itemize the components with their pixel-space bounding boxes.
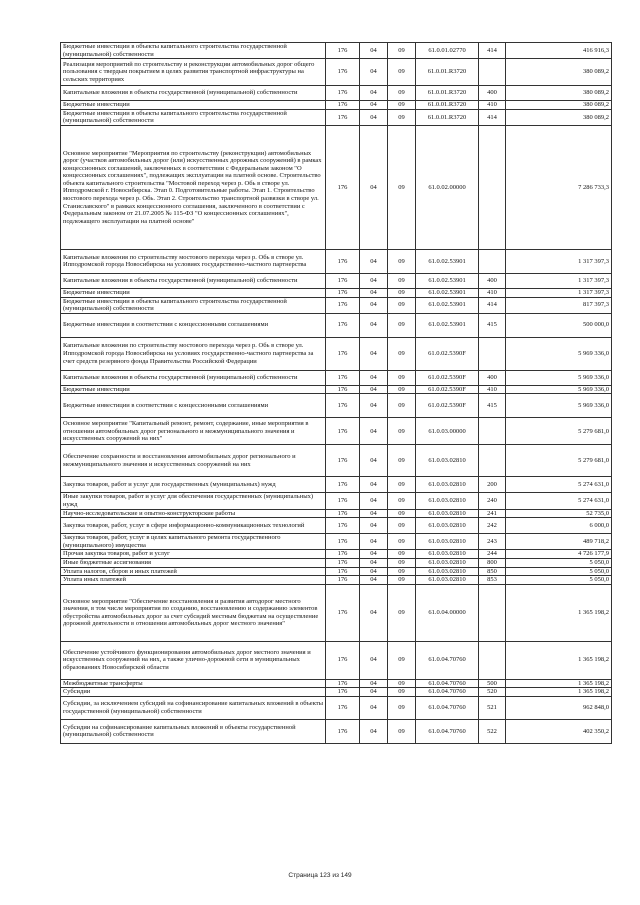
cell-subsection: 09: [388, 719, 416, 743]
cell-subsection: 09: [388, 445, 416, 477]
cell-subsection: 09: [388, 567, 416, 576]
cell-expense-type: 414: [479, 109, 506, 125]
cell-amount: 817 397,3: [506, 297, 612, 313]
cell-amount: 380 089,2: [506, 109, 612, 125]
cell-section: 04: [360, 385, 388, 394]
cell-subsection: 09: [388, 370, 416, 385]
table-row: [61, 385, 612, 394]
cell-target-article: 61.0.02.53901: [416, 313, 479, 337]
table-row: [61, 337, 612, 370]
cell-ministry-code: 176: [326, 688, 360, 697]
cell-name: Межбюджетные трансферты: [61, 679, 326, 688]
cell-subsection: 09: [388, 696, 416, 719]
cell-amount: 1 365 198,2: [506, 641, 612, 679]
cell-amount: 1 317 397,3: [506, 288, 612, 297]
cell-section: 04: [360, 641, 388, 679]
cell-ministry-code: 176: [326, 679, 360, 688]
cell-ministry-code: 176: [326, 550, 360, 559]
cell-subsection: 09: [388, 288, 416, 297]
cell-name: Прочая закупка товаров, работ и услуг: [61, 550, 326, 559]
cell-amount: 5 274 631,0: [506, 493, 612, 509]
table-row: [61, 696, 612, 719]
cell-name: Обеспечение устойчивого функционирования автомобильных дорог местного значения и искусственных сооружений на них, а также улично-дорожной сети в муниципальных образованиях Новосибирской области: [61, 641, 326, 679]
cell-name: Иные закупки товаров, работ и услуг для обеспечения государственных (муниципальных) нужд: [61, 493, 326, 509]
cell-target-article: 61.0.01.02770: [416, 43, 479, 59]
table-row: [61, 719, 612, 743]
cell-section: 04: [360, 558, 388, 567]
table-row: [61, 550, 612, 559]
cell-name: Иные бюджетные ассигнования: [61, 558, 326, 567]
cell-expense-type: 200: [479, 477, 506, 493]
cell-section: 04: [360, 313, 388, 337]
table-body: [61, 43, 612, 744]
cell-amount: 380 089,2: [506, 86, 612, 101]
cell-expense-type: 242: [479, 518, 506, 534]
cell-subsection: 09: [388, 679, 416, 688]
cell-ministry-code: 176: [326, 43, 360, 59]
cell-subsection: 09: [388, 249, 416, 273]
cell-section: 04: [360, 297, 388, 313]
cell-ministry-code: 176: [326, 534, 360, 550]
cell-name: Обеспечение сохранности и восстановления автомобильных дорог регионального и межмуниципального значения и искусственных сооружений на них: [61, 445, 326, 477]
cell-expense-type: [479, 418, 506, 445]
cell-amount: 500 000,0: [506, 313, 612, 337]
cell-section: 04: [360, 493, 388, 509]
cell-expense-type: 414: [479, 297, 506, 313]
cell-target-article: 61.0.01.R3720: [416, 101, 479, 110]
cell-amount: 489 718,2: [506, 534, 612, 550]
cell-section: 04: [360, 445, 388, 477]
cell-amount: 402 350,2: [506, 719, 612, 743]
cell-section: 04: [360, 249, 388, 273]
cell-target-article: 61.0.04.70760: [416, 688, 479, 697]
cell-amount: 5 969 336,0: [506, 385, 612, 394]
table-row: [61, 493, 612, 509]
cell-section: 04: [360, 584, 388, 641]
cell-ministry-code: 176: [326, 101, 360, 110]
table-row: [61, 688, 612, 697]
cell-expense-type: 400: [479, 273, 506, 288]
cell-ministry-code: 176: [326, 509, 360, 518]
cell-name: Основное мероприятие "Капитальный ремонт, ремонт, содержание, иные мероприятия в отношении автомобильных дорог регионального и межмуниципального значения и искусственных сооружений на них": [61, 418, 326, 445]
cell-target-article: 61.0.03.02810: [416, 477, 479, 493]
cell-expense-type: 414: [479, 43, 506, 59]
cell-section: 04: [360, 43, 388, 59]
cell-target-article: 61.0.04.70760: [416, 679, 479, 688]
cell-section: 04: [360, 509, 388, 518]
cell-amount: 5 969 336,0: [506, 394, 612, 418]
cell-target-article: 61.0.02.00000: [416, 125, 479, 249]
cell-section: 04: [360, 719, 388, 743]
cell-subsection: 09: [388, 337, 416, 370]
cell-expense-type: 500: [479, 679, 506, 688]
cell-amount: 1 365 198,2: [506, 688, 612, 697]
table-row: [61, 288, 612, 297]
cell-section: 04: [360, 370, 388, 385]
cell-expense-type: [479, 445, 506, 477]
cell-ministry-code: 176: [326, 445, 360, 477]
cell-amount: 6 000,0: [506, 518, 612, 534]
cell-expense-type: 410: [479, 101, 506, 110]
cell-ministry-code: 176: [326, 125, 360, 249]
table-row: [61, 59, 612, 86]
cell-section: 04: [360, 394, 388, 418]
table-row: [61, 249, 612, 273]
table-row: [61, 418, 612, 445]
cell-expense-type: [479, 249, 506, 273]
cell-name: Капитальные вложения в объекты государственной (муниципальной) собственности: [61, 273, 326, 288]
cell-name: Капитальные вложения в объекты государственной (муниципальной) собственности: [61, 370, 326, 385]
cell-amount: 380 089,2: [506, 101, 612, 110]
cell-subsection: 09: [388, 86, 416, 101]
cell-amount: 52 735,0: [506, 509, 612, 518]
cell-ministry-code: 176: [326, 696, 360, 719]
cell-ministry-code: 176: [326, 313, 360, 337]
cell-expense-type: 521: [479, 696, 506, 719]
cell-target-article: 61.0.03.02810: [416, 518, 479, 534]
cell-expense-type: [479, 584, 506, 641]
cell-section: 04: [360, 273, 388, 288]
cell-subsection: 09: [388, 273, 416, 288]
cell-target-article: 61.0.03.02810: [416, 558, 479, 567]
cell-amount: 380 089,2: [506, 59, 612, 86]
cell-name: Бюджетные инвестиции: [61, 385, 326, 394]
cell-ministry-code: 176: [326, 641, 360, 679]
cell-expense-type: [479, 641, 506, 679]
cell-name: Уплата иных платежей: [61, 576, 326, 585]
cell-target-article: 61.0.02.53901: [416, 297, 479, 313]
cell-subsection: 09: [388, 297, 416, 313]
cell-target-article: 61.0.04.70760: [416, 696, 479, 719]
table-row: [61, 273, 612, 288]
cell-name: Бюджетные инвестиции: [61, 288, 326, 297]
cell-ministry-code: 176: [326, 86, 360, 101]
cell-target-article: 61.0.02.5390F: [416, 370, 479, 385]
cell-subsection: 09: [388, 509, 416, 518]
cell-target-article: 61.0.03.02810: [416, 445, 479, 477]
cell-amount: 5 279 681,0: [506, 418, 612, 445]
cell-name: Бюджетные инвестиции в объекты капитального строительства государственной (муниципальной) собственности: [61, 43, 326, 59]
cell-section: 04: [360, 86, 388, 101]
table-row: [61, 297, 612, 313]
cell-amount: 5 050,0: [506, 567, 612, 576]
budget-table: [60, 42, 612, 744]
table-row: [61, 394, 612, 418]
cell-expense-type: 243: [479, 534, 506, 550]
cell-name: Бюджетные инвестиции: [61, 101, 326, 110]
cell-section: 04: [360, 534, 388, 550]
cell-subsection: 09: [388, 550, 416, 559]
table-row: [61, 125, 612, 249]
cell-subsection: 09: [388, 641, 416, 679]
cell-name: Капитальные вложения по строительству мостового перехода через р. Обь в створе ул. Ипподромской города Новосибирска на условиях государственно-частного партнерства: [61, 249, 326, 273]
cell-expense-type: [479, 59, 506, 86]
cell-expense-type: [479, 125, 506, 249]
cell-expense-type: 850: [479, 567, 506, 576]
page-footer: Страница 123 из 149: [288, 872, 352, 879]
cell-name: Закупка товаров, работ, услуг в целях капитального ремонта государственного (муниципального) имущества: [61, 534, 326, 550]
table-row: [61, 558, 612, 567]
cell-expense-type: [479, 337, 506, 370]
cell-subsection: 09: [388, 558, 416, 567]
cell-section: 04: [360, 337, 388, 370]
cell-target-article: 61.0.01.R3720: [416, 86, 479, 101]
cell-expense-type: 241: [479, 509, 506, 518]
cell-expense-type: 522: [479, 719, 506, 743]
cell-target-article: 61.0.04.00000: [416, 584, 479, 641]
cell-name: Научно-исследовательские и опытно-конструкторские работы: [61, 509, 326, 518]
cell-ministry-code: 176: [326, 394, 360, 418]
cell-expense-type: 410: [479, 385, 506, 394]
cell-ministry-code: 176: [326, 418, 360, 445]
cell-ministry-code: 176: [326, 370, 360, 385]
cell-target-article: 61.0.03.02810: [416, 550, 479, 559]
cell-target-article: 61.0.02.53901: [416, 288, 479, 297]
cell-name: Субсидии на софинансирование капитальных вложений в объекты государственной (муниципальной) собственности: [61, 719, 326, 743]
cell-name: Субсидии, за исключением субсидий на софинансирование капитальных вложений в объекты государственной (муниципальной) собственности: [61, 696, 326, 719]
cell-name: Реализация мероприятий по строительству и реконструкции автомобильных дорог общего пользования с твердым покрытием в целях развития транспортной инфраструктуры на сельских территориях: [61, 59, 326, 86]
cell-name: Основное мероприятие "Мероприятия по строительству (реконструкции) автомобильных дорог (участков автомобильных дорог (или) искусственных дорожных сооружений) в рамках концессионных соглашений, заключенных в соответствии с Федеральным законом "О концессионных соглашениях", подлежащих эксплуатации на платной основе. Строительство объекта капитального строительства "Мостовой переход через р. Обь в створе ул. Ипподромской г. Новосибирска. Этап 0. Подготовительные работы. Этап 1. Строительство мостового перехода через р. Обь. Этап 2. Строительство транспортной развязки в створе ул. Станиславского" в рамках концессионного соглашения, заключенного в соответствии с Федеральным законом от 21.07.2005 № 115-ФЗ "О концессионных соглашениях", подлежащего эксплуатации на платной основе": [61, 125, 326, 249]
cell-ministry-code: 176: [326, 297, 360, 313]
cell-amount: 5 050,0: [506, 576, 612, 585]
cell-subsection: 09: [388, 688, 416, 697]
cell-subsection: 09: [388, 576, 416, 585]
cell-subsection: 09: [388, 394, 416, 418]
table-row: [61, 641, 612, 679]
cell-ministry-code: 176: [326, 249, 360, 273]
cell-amount: 1 317 397,3: [506, 273, 612, 288]
cell-target-article: 61.0.04.70760: [416, 719, 479, 743]
cell-subsection: 09: [388, 59, 416, 86]
cell-amount: 5 969 336,0: [506, 337, 612, 370]
cell-ministry-code: 176: [326, 477, 360, 493]
cell-target-article: 61.0.03.02810: [416, 567, 479, 576]
cell-section: 04: [360, 418, 388, 445]
cell-subsection: 09: [388, 477, 416, 493]
cell-amount: 1 365 198,2: [506, 584, 612, 641]
cell-target-article: 61.0.04.70760: [416, 641, 479, 679]
cell-name: Закупка товаров, работ и услуг для государственных (муниципальных) нужд: [61, 477, 326, 493]
cell-ministry-code: 176: [326, 558, 360, 567]
cell-section: 04: [360, 550, 388, 559]
cell-target-article: 61.0.02.53901: [416, 249, 479, 273]
table-row: [61, 43, 612, 59]
cell-section: 04: [360, 59, 388, 86]
cell-ministry-code: 176: [326, 493, 360, 509]
cell-target-article: 61.0.03.02810: [416, 576, 479, 585]
table-row: [61, 584, 612, 641]
table-row: [61, 101, 612, 110]
cell-ministry-code: 176: [326, 584, 360, 641]
cell-target-article: 61.0.01.R3720: [416, 109, 479, 125]
cell-subsection: 09: [388, 418, 416, 445]
cell-subsection: 09: [388, 493, 416, 509]
cell-subsection: 09: [388, 125, 416, 249]
cell-expense-type: 410: [479, 288, 506, 297]
table-row: [61, 477, 612, 493]
cell-section: 04: [360, 696, 388, 719]
cell-name: Бюджетные инвестиции в соответствии с концессионными соглашениями: [61, 313, 326, 337]
cell-name: Основное мероприятие "Обеспечение восстановления и развития автодорог местного значения, в том числе мероприятия по созданию, восстановлению и содержанию элементов обустройства автомобильных дорог за счет субсидий местным бюджетам на осуществление дорожной деятельности в отношении автомобильных дорог местного значения": [61, 584, 326, 641]
cell-subsection: 09: [388, 584, 416, 641]
cell-section: 04: [360, 567, 388, 576]
cell-name: Капитальные вложения по строительству мостового перехода через р. Обь в створе ул. Ипподромской города Новосибирска на условиях государственно-частного партнерства за счет средств резервного фонда Правительства Российской Федерации: [61, 337, 326, 370]
cell-subsection: 09: [388, 385, 416, 394]
cell-section: 04: [360, 288, 388, 297]
cell-ministry-code: 176: [326, 288, 360, 297]
cell-name: Субсидии: [61, 688, 326, 697]
cell-expense-type: 400: [479, 86, 506, 101]
cell-amount: 5 279 681,0: [506, 445, 612, 477]
cell-target-article: 61.0.03.00000: [416, 418, 479, 445]
cell-name: Бюджетные инвестиции в объекты капитального строительства государственной (муниципальной) собственности: [61, 297, 326, 313]
cell-name: Бюджетные инвестиции в соответствии с концессионными соглашениями: [61, 394, 326, 418]
table-row: [61, 370, 612, 385]
cell-amount: 7 286 733,3: [506, 125, 612, 249]
cell-expense-type: 400: [479, 370, 506, 385]
cell-target-article: 61.0.03.02810: [416, 534, 479, 550]
cell-ministry-code: 176: [326, 385, 360, 394]
table-row: [61, 109, 612, 125]
cell-section: 04: [360, 101, 388, 110]
cell-target-article: 61.0.02.5390F: [416, 385, 479, 394]
cell-amount: 4 726 177,9: [506, 550, 612, 559]
table-row: [61, 313, 612, 337]
cell-amount: 416 916,3: [506, 43, 612, 59]
cell-expense-type: 853: [479, 576, 506, 585]
cell-target-article: 61.0.02.5390F: [416, 337, 479, 370]
cell-subsection: 09: [388, 43, 416, 59]
cell-target-article: 61.0.01.R3720: [416, 59, 479, 86]
cell-target-article: 61.0.03.02810: [416, 509, 479, 518]
cell-name: Бюджетные инвестиции в объекты капитального строительства государственной (муниципальной) собственности: [61, 109, 326, 125]
cell-subsection: 09: [388, 109, 416, 125]
cell-amount: 962 848,0: [506, 696, 612, 719]
table-row: [61, 679, 612, 688]
table-row: [61, 509, 612, 518]
cell-target-article: 61.0.03.02810: [416, 493, 479, 509]
cell-subsection: 09: [388, 534, 416, 550]
cell-subsection: 09: [388, 313, 416, 337]
table-row: [61, 86, 612, 101]
cell-expense-type: 520: [479, 688, 506, 697]
cell-subsection: 09: [388, 518, 416, 534]
cell-expense-type: 244: [479, 550, 506, 559]
cell-name: Капитальные вложения в объекты государственной (муниципальной) собственности: [61, 86, 326, 101]
cell-ministry-code: 176: [326, 109, 360, 125]
cell-ministry-code: 176: [326, 576, 360, 585]
cell-expense-type: 415: [479, 313, 506, 337]
table-row: [61, 445, 612, 477]
cell-target-article: 61.0.02.53901: [416, 273, 479, 288]
cell-amount: 1 317 397,3: [506, 249, 612, 273]
cell-ministry-code: 176: [326, 273, 360, 288]
table-row: [61, 518, 612, 534]
cell-expense-type: 800: [479, 558, 506, 567]
cell-section: 04: [360, 576, 388, 585]
table-row: [61, 567, 612, 576]
cell-section: 04: [360, 518, 388, 534]
cell-name: Закупка товаров, работ, услуг в сфере информационно-коммуникационных технологий: [61, 518, 326, 534]
cell-expense-type: 240: [479, 493, 506, 509]
cell-section: 04: [360, 109, 388, 125]
cell-section: 04: [360, 477, 388, 493]
cell-amount: 5 050,0: [506, 558, 612, 567]
cell-ministry-code: 176: [326, 518, 360, 534]
cell-ministry-code: 176: [326, 59, 360, 86]
cell-ministry-code: 176: [326, 567, 360, 576]
cell-subsection: 09: [388, 101, 416, 110]
cell-section: 04: [360, 125, 388, 249]
cell-section: 04: [360, 688, 388, 697]
cell-amount: 5 274 631,0: [506, 477, 612, 493]
cell-amount: 1 365 198,2: [506, 679, 612, 688]
cell-expense-type: 415: [479, 394, 506, 418]
table-row: [61, 576, 612, 585]
cell-name: Уплата налогов, сборов и иных платежей: [61, 567, 326, 576]
cell-ministry-code: 176: [326, 719, 360, 743]
cell-target-article: 61.0.02.5390F: [416, 394, 479, 418]
cell-section: 04: [360, 679, 388, 688]
cell-ministry-code: 176: [326, 337, 360, 370]
cell-amount: 5 969 336,0: [506, 370, 612, 385]
table-row: [61, 534, 612, 550]
